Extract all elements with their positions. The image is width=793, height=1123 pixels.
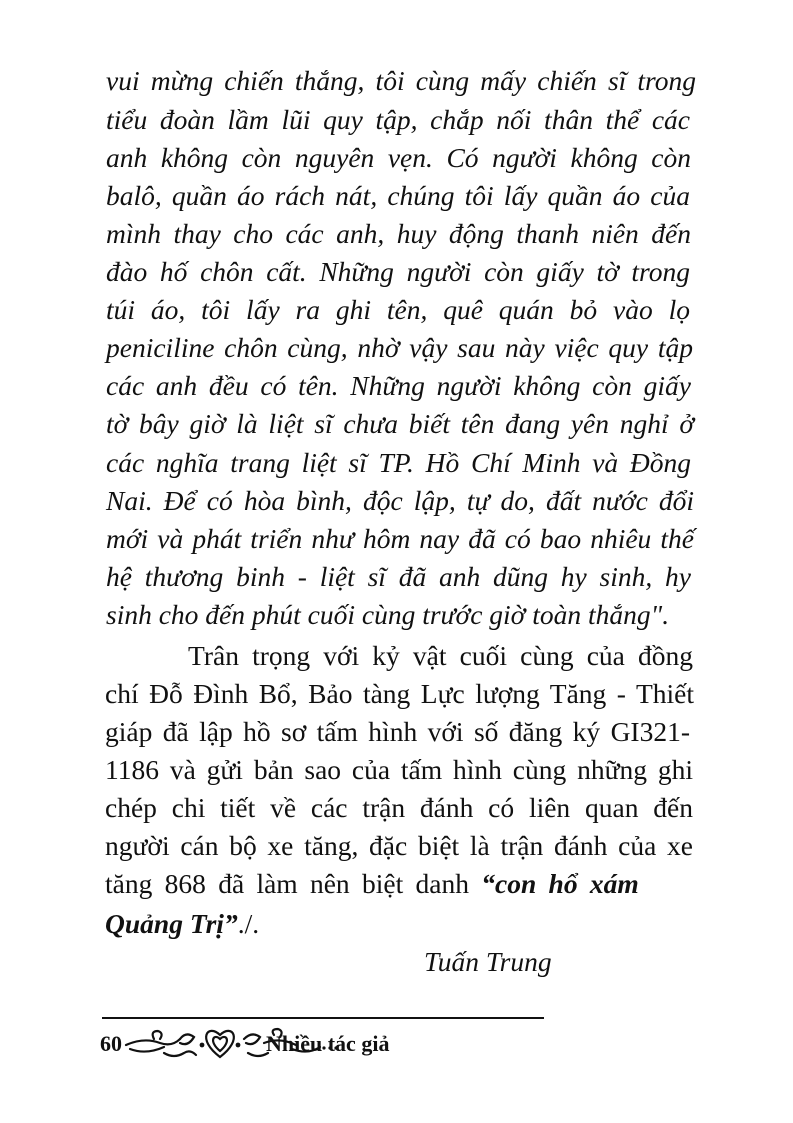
quote-line: Nai. Để có hòa bình, độc lập, tự do, đất nước đổi [106,485,694,516]
nickname-part2: Quảng Trị” [105,908,238,939]
quote-line: các nghĩa trang liệt sĩ TP. Hồ Chí Minh và Đồng [106,447,691,478]
body-line: chí Đỗ Đình Bổ, Bảo tàng Lực lượng Tăng - Thiết [105,678,694,709]
quote-line: các anh đều có tên. Những người không còn giấy [106,370,691,401]
body-line: 1186 và gửi bản sao của tấm hình cùng những ghi [105,754,693,785]
quote-line: tờ bây giờ là liệt sĩ chưa biết tên đang yên nghỉ ở [106,408,694,439]
nickname-part1: “con hổ xám [481,868,639,899]
quote-line: đào hố chôn cất. Những người còn giấy tờ trong [106,256,690,287]
quote-line: anh không còn nguyên vẹn. Có người không còn [106,142,691,173]
author-signature: Tuấn Trung [424,946,552,977]
quote-line: hệ thương binh - liệt sĩ đã anh dũng hy sinh, hy [106,561,691,592]
book-author-title: Nhiều tác giả [266,1031,390,1056]
body-line: người cán bộ xe tăng, đặc biệt là trận đánh của xe [105,830,693,861]
page-number: 60 [100,1031,122,1056]
page-footer [100,1025,560,1065]
last-line-suffix: ./. [237,908,260,939]
quote-line: mình thay cho các anh, huy động thanh niên đến [106,218,691,249]
body-line: Trân trọng với kỷ vật cuối cùng của đồng [188,640,693,671]
quote-line: mới và phát triển như hôm nay đã có bao nhiêu thế [106,523,694,554]
last-line-prefix: tăng 868 đã làm nên biệt danh [105,868,482,899]
quote-line: sinh cho đến phút cuối cùng trước giờ toàn thắng". [106,599,670,630]
body-line: chép chi tiết về các trận đánh có liên quan đến [105,792,693,823]
body-line: giáp đã lập hồ sơ tấm hình với số đăng ký GI321- [105,716,690,747]
body-line-with-nickname [105,870,639,898]
quote-line: balô, quần áo rách nát, chúng tôi lấy quần áo của [106,180,690,211]
quote-line: peniciline chôn cùng, nhờ vậy sau này việc quy tập [106,332,693,363]
quote-line: vui mừng chiến thắng, tôi cùng mấy chiến sĩ trong [106,65,696,96]
body-line-end [105,910,259,938]
quote-line: tiểu đoàn lầm lũi quy tập, chắp nối thân thể các [106,104,690,135]
quote-line: túi áo, tôi lấy ra ghi tên, quê quán bỏ vào lọ [106,294,690,325]
footer-rule [102,1017,544,1019]
